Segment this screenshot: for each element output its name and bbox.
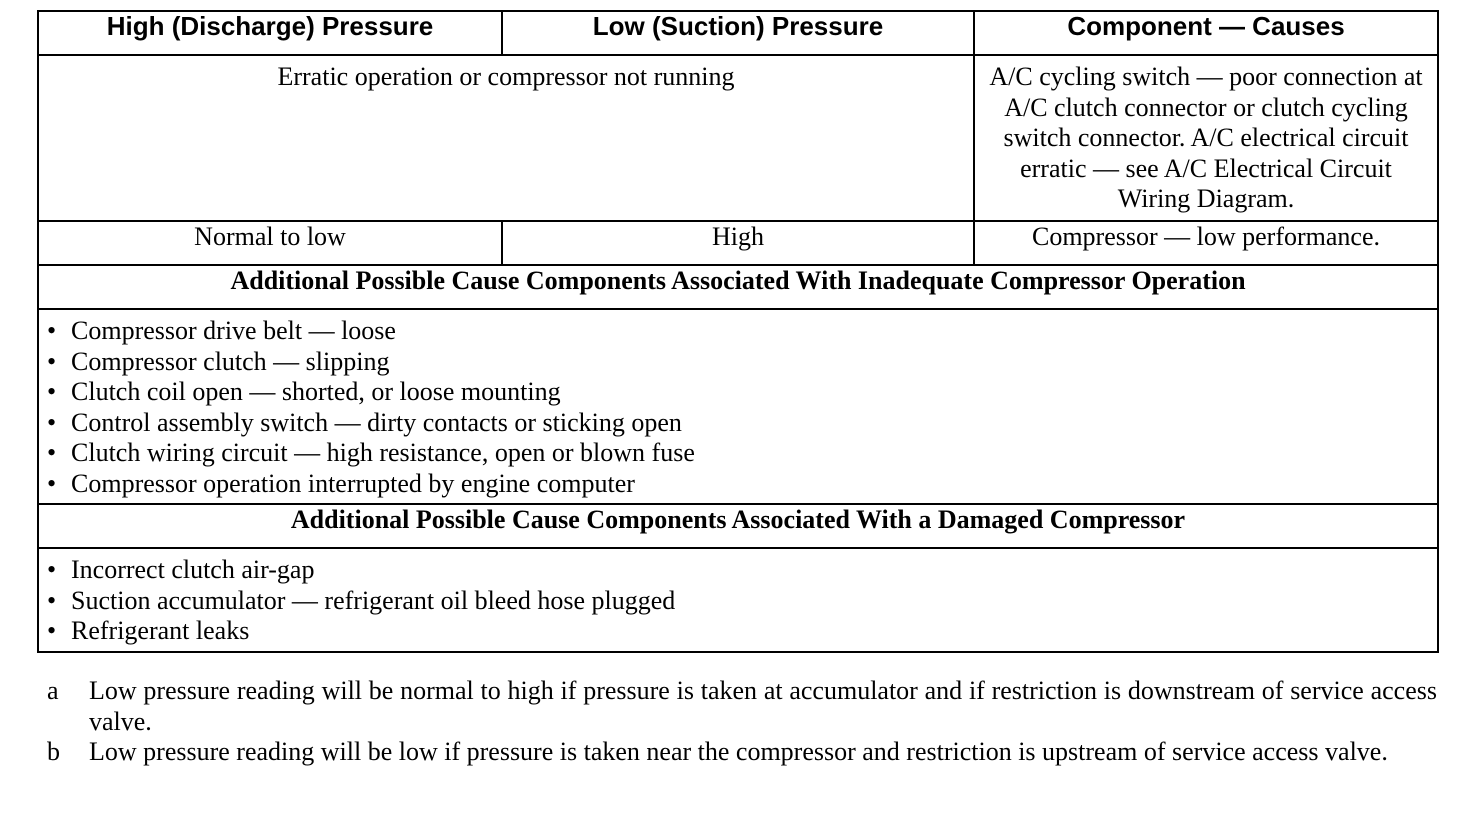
bullet-icon: • [47, 468, 57, 498]
list-item-text: Incorrect clutch air-gap [71, 555, 315, 584]
table-row [38, 55, 1438, 221]
section1-list [39, 310, 1437, 503]
row2-high-cell: Normal to low [38, 221, 502, 265]
bullet-icon: • [47, 346, 57, 376]
list-item-text: Control assembly switch — dirty contacts or sticking open [71, 407, 682, 437]
list-item [47, 347, 1437, 378]
bullet-icon: • [47, 616, 57, 645]
footnotes [47, 676, 1437, 768]
bullet-icon: • [47, 555, 57, 584]
section1-title: Additional Possible Cause Components Associated With Inadequate Compressor Operation [38, 265, 1438, 309]
diagnosis-table [37, 10, 1439, 653]
bullet-icon: • [47, 407, 57, 437]
bullet-icon: • [47, 438, 57, 467]
list-item [47, 408, 1437, 439]
list-item [47, 316, 1437, 347]
section2-title: Additional Possible Cause Components Associated With a Damaged Compressor [38, 504, 1438, 548]
footnote-marker: a [47, 676, 59, 705]
list-item-text: Compressor clutch — slipping [71, 346, 390, 376]
list-item [47, 586, 1437, 617]
row1-causes-text: A/C cycling switch — poor connection at A/C clutch connector or clutch cycling switch connector. A/C electrical circuit erratic — see A/C Electrical Circuit Wiring Diagram. [989, 62, 1423, 213]
row2-low-cell: High [502, 221, 974, 265]
footnote-text: Low pressure reading will be normal to high if pressure is taken at accumulator and if restriction is downstream of service access valve. [89, 676, 1437, 736]
list-item-text: Compressor operation interrupted by engine computer [71, 468, 635, 498]
list-item [47, 438, 1437, 469]
list-item-text: Clutch wiring circuit — high resistance, open or blown fuse [71, 438, 695, 467]
list-item-text: Suction accumulator — refrigerant oil bleed hose plugged [71, 585, 676, 615]
section2-list-cell [38, 548, 1438, 652]
row1-causes-cell [974, 55, 1438, 221]
bullet-icon: • [47, 316, 57, 345]
bullet-icon: • [47, 585, 57, 615]
list-item-text: Clutch coil open — shorted, or loose mounting [71, 377, 561, 406]
bullet-icon: • [47, 377, 57, 406]
row1-pressure-text: Erratic operation or compressor not running [277, 62, 735, 91]
table-row [38, 221, 1438, 265]
header-high-pressure: High (Discharge) Pressure [38, 11, 502, 55]
list-item-text: Refrigerant leaks [71, 616, 250, 645]
footnote-marker: b [47, 737, 60, 766]
section1-title-row [38, 265, 1438, 309]
list-item [47, 377, 1437, 408]
row2-causes-cell: Compressor — low performance. [974, 221, 1438, 265]
header-row [38, 11, 1438, 55]
list-item [47, 555, 1437, 586]
section2-list-row [38, 548, 1438, 652]
header-component-causes: Component — Causes [974, 11, 1438, 55]
list-item [47, 616, 1437, 647]
footnote-b [47, 737, 1437, 768]
header-low-pressure: Low (Suction) Pressure [502, 11, 974, 55]
section1-list-cell [38, 309, 1438, 504]
list-item-text: Compressor drive belt — loose [71, 316, 396, 345]
section1-list-row [38, 309, 1438, 504]
section2-title-row [38, 504, 1438, 548]
footnote-a [47, 676, 1437, 737]
footnote-text: Low pressure reading will be low if pressure is taken near the compressor and restriction is upstream of service access valve. [89, 737, 1388, 766]
row1-pressure-cell [38, 55, 974, 221]
list-item [47, 469, 1437, 500]
section2-list [39, 549, 1437, 651]
